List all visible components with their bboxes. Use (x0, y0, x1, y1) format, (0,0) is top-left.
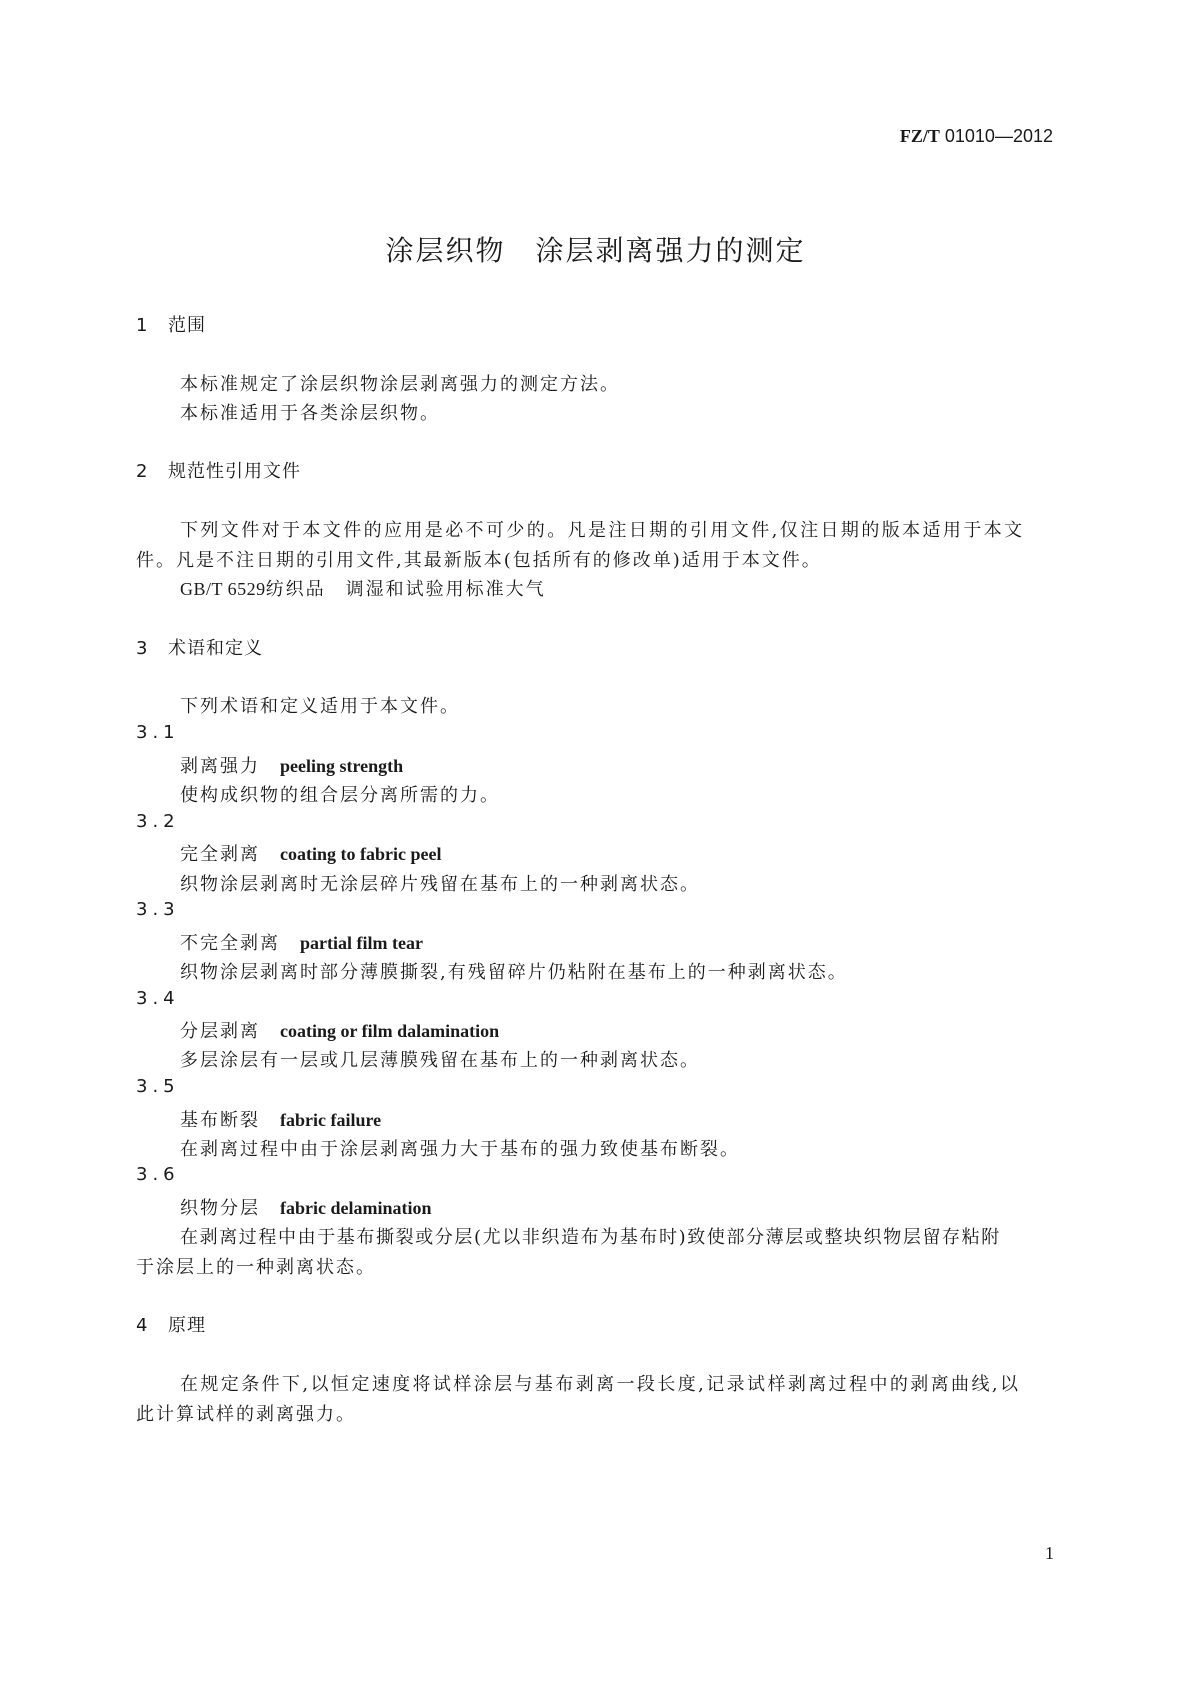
term-definition-line: 在剥离过程中由于基布撕裂或分层(尤以非织造布为基布时)致使部分薄层或整块织物层留存粘附 (180, 1227, 1001, 1248)
term-entry (180, 1106, 381, 1132)
section-title: 原理 (168, 1315, 206, 1336)
section-number: 1 (136, 315, 149, 336)
term-en: fabric delamination (280, 1198, 432, 1218)
term-cn: 织物分层 (180, 1198, 260, 1219)
section-number: 4 (136, 1315, 149, 1336)
paragraph: 本标准规定了涂层织物涂层剥离强力的测定方法。 (180, 374, 620, 395)
normative-reference (180, 575, 546, 601)
term-en: fabric failure (280, 1110, 382, 1130)
term-cn: 剥离强力 (180, 756, 260, 777)
term-cn: 基布断裂 (180, 1110, 260, 1131)
term-entry (180, 752, 403, 778)
section-title: 范围 (168, 315, 206, 336)
term-number: 3.4 (136, 988, 180, 1009)
term-number: 3.6 (136, 1164, 180, 1185)
paragraph: 本标准适用于各类涂层织物。 (180, 403, 440, 424)
reference-code: GB/T 6529 (180, 579, 266, 599)
term-number: 3.1 (136, 722, 180, 743)
term-cn: 分层剥离 (180, 1021, 260, 1042)
reference-title: 纺织品 调湿和试验用标准大气 (265, 579, 546, 600)
term-definition: 在剥离过程中由于涂层剥离强力大于基布的强力致使基布断裂。 (180, 1139, 740, 1160)
doc-prefix: FZ/T (899, 126, 940, 146)
paragraph-line: 下列文件对于本文件的应用是必不可少的。凡是注日期的引用文件,仅注日期的版本适用于本文 (180, 520, 1025, 541)
term-en: partial film tear (300, 933, 423, 953)
term-number: 3.2 (136, 811, 180, 832)
section-title: 规范性引用文件 (168, 461, 301, 482)
section-number: 2 (136, 461, 149, 482)
section-title: 术语和定义 (168, 638, 263, 659)
term-entry (180, 1017, 499, 1043)
term-cn: 完全剥离 (180, 844, 260, 865)
page-number: 1 (1045, 1543, 1054, 1563)
paragraph: 下列术语和定义适用于本文件。 (180, 696, 460, 717)
section-4-heading (136, 1311, 206, 1337)
term-cn: 不完全剥离 (180, 933, 280, 954)
section-number: 3 (136, 638, 149, 659)
term-entry (180, 929, 423, 955)
term-number: 3.3 (136, 899, 180, 920)
term-en: coating to fabric peel (280, 844, 442, 864)
term-entry (180, 840, 441, 866)
term-en: coating or film dalamination (280, 1021, 500, 1041)
doc-code: 01010—2012 (944, 126, 1053, 146)
section-1-heading (136, 311, 206, 337)
paragraph-line: 在规定条件下,以恒定速度将试样涂层与基布剥离一段长度,记录试样剥离过程中的剥离曲线,以 (180, 1374, 1021, 1395)
term-number: 3.5 (136, 1076, 180, 1097)
page-title: 涂层织物 涂层剥离强力的测定 (385, 234, 806, 267)
paragraph-line: 件。凡是不注日期的引用文件,其最新版本(包括所有的修改单)适用于本文件。 (136, 550, 822, 571)
term-entry (180, 1194, 432, 1220)
term-definition: 使构成织物的组合层分离所需的力。 (180, 785, 500, 806)
paragraph-line: 此计算试样的剥离强力。 (136, 1404, 356, 1425)
section-2-heading (136, 457, 301, 483)
term-en: peeling strength (280, 756, 404, 776)
term-definition: 多层涂层有一层或几层薄膜残留在基布上的一种剥离状态。 (180, 1050, 700, 1071)
term-definition: 织物涂层剥离时部分薄膜撕裂,有残留碎片仍粘附在基布上的一种剥离状态。 (180, 962, 848, 983)
section-3-heading (136, 634, 263, 660)
term-definition: 织物涂层剥离时无涂层碎片残留在基布上的一种剥离状态。 (180, 874, 700, 895)
term-definition-line: 于涂层上的一种剥离状态。 (136, 1257, 376, 1278)
document-number (900, 126, 1053, 147)
